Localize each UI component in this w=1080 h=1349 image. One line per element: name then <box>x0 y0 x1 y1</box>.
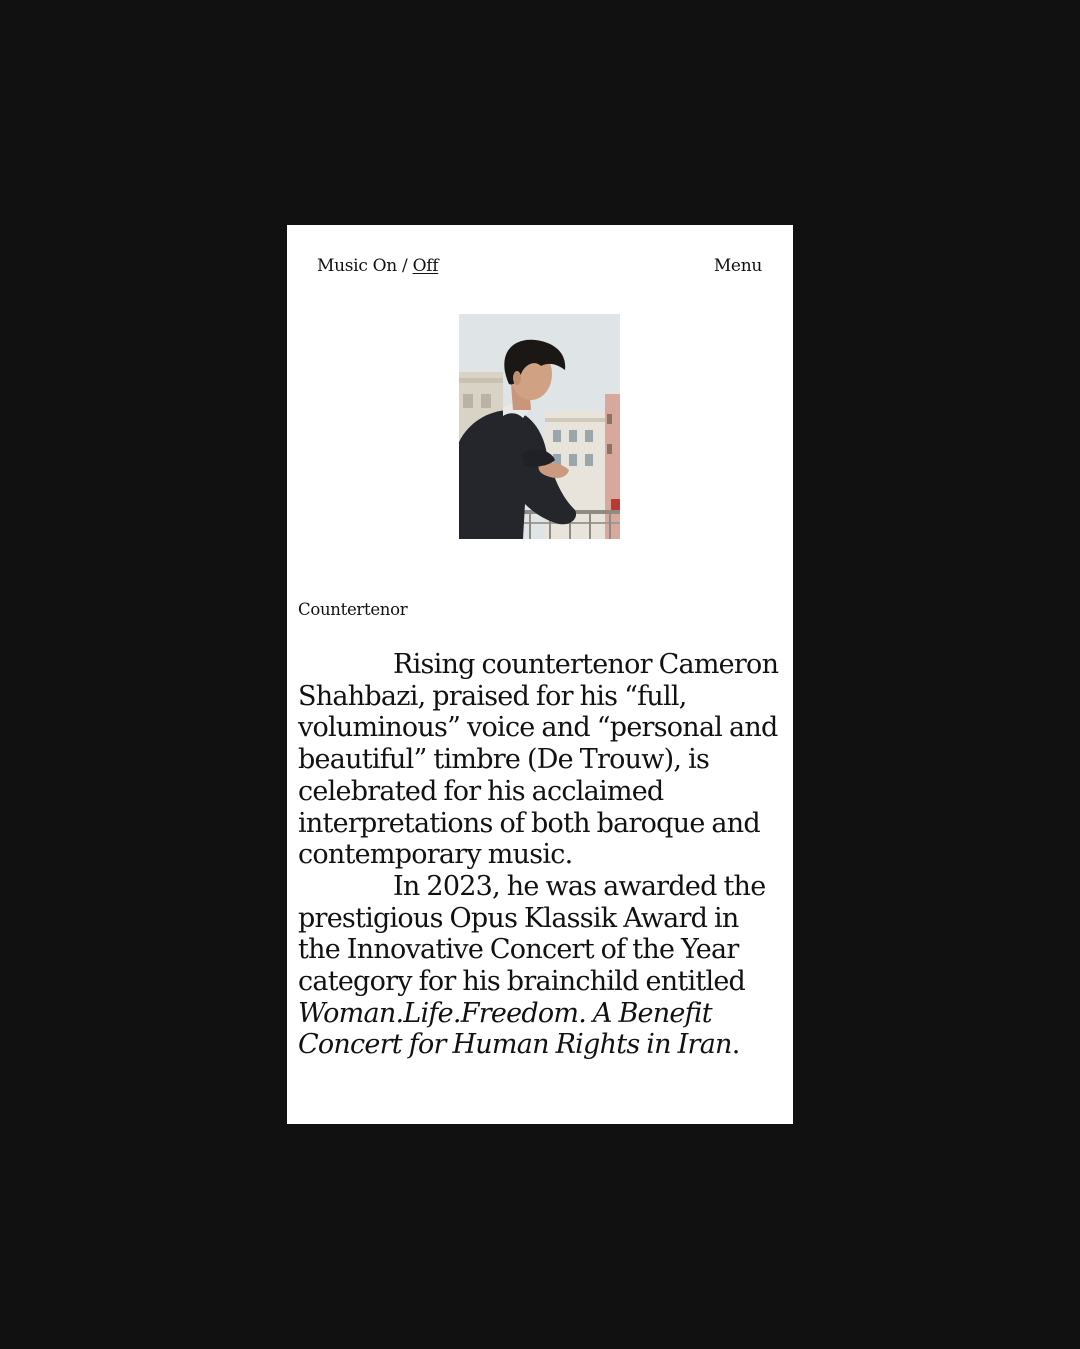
top-bar <box>317 255 762 277</box>
concert-title: Woman.Life.Freedom. A Benefit Concert for Human Rights in Iran <box>298 997 732 1061</box>
bio-paragraph-2-text: In 2023, he was awarded the prestigious Opus Klassik Award in the Innovative Concert of the Year category for his brainchild entitled <box>298 870 766 998</box>
bio-paragraph-2-end: . <box>731 1029 740 1061</box>
bio-text <box>298 649 784 1061</box>
bio-paragraph-1: Rising countertenor Cameron Shahbazi, praised for his “full, voluminous” voice and “personal and beautiful” timbre (De Trouw), is celebrated for his acclaimed interpretations of both baroque and contemporary music. <box>298 649 779 871</box>
bio-paragraph-2 <box>298 871 784 1061</box>
music-toggle <box>317 255 438 277</box>
mobile-page <box>287 225 793 1124</box>
menu-button[interactable]: Menu <box>713 256 762 276</box>
portrait-image <box>459 314 620 539</box>
category-label: Countertenor <box>298 600 408 619</box>
music-off-button[interactable]: Off <box>412 256 439 276</box>
music-on-button[interactable]: Music On <box>317 256 397 276</box>
music-toggle-separator: / <box>396 256 413 276</box>
